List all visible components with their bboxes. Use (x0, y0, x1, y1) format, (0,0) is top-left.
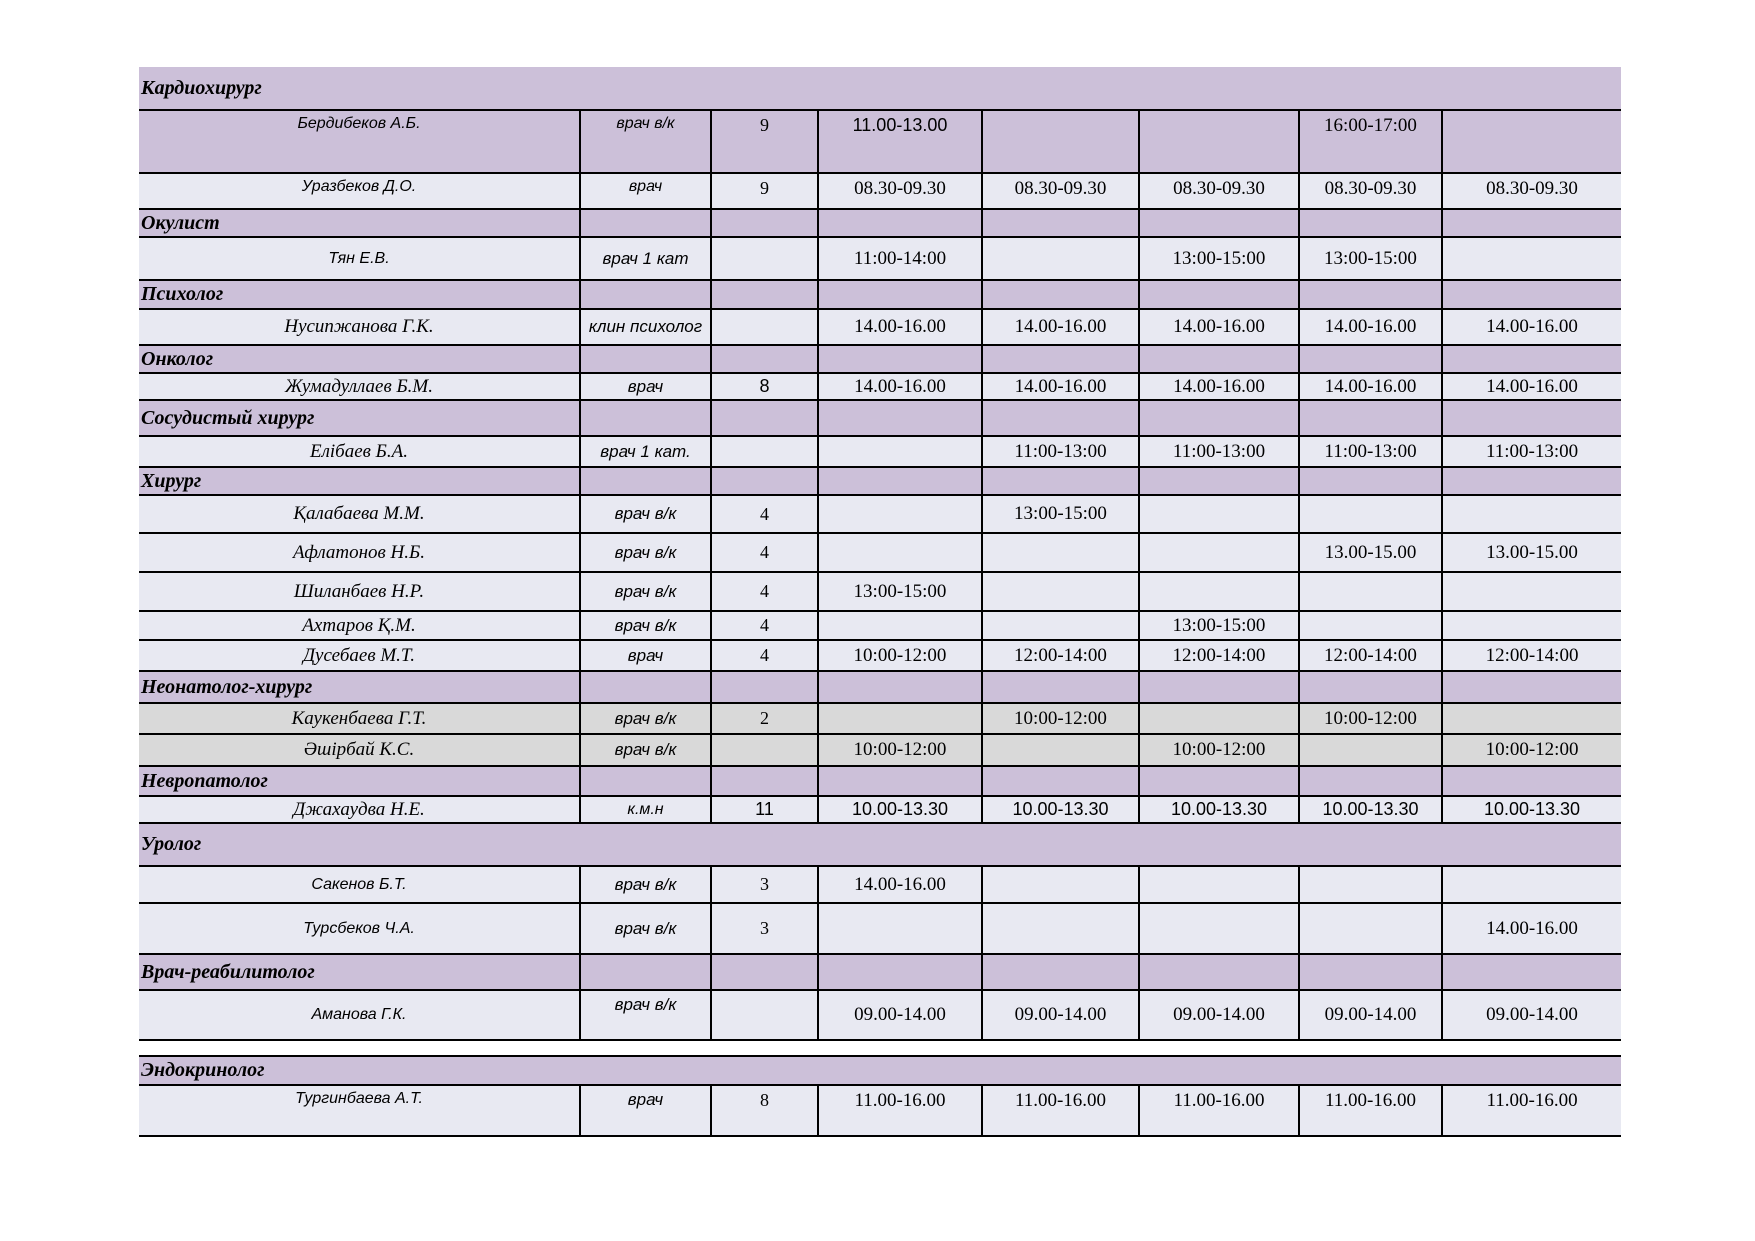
room-number: 4 (711, 572, 818, 611)
time-slot: 11.00-16.00 (1299, 1085, 1442, 1136)
room-number: 4 (711, 495, 818, 533)
doctor-position: к.м.н (580, 796, 711, 823)
time-slot (818, 703, 982, 734)
time-slot: 10:00-12:00 (1299, 703, 1442, 734)
time-slot: 11.00-16.00 (982, 1085, 1139, 1136)
time-slot: 09.00-14.00 (1139, 990, 1299, 1040)
time-slot: 14.00-16.00 (818, 309, 982, 345)
doctor-name: Тян Е.В. (139, 237, 580, 280)
section-title: Сосудистый хирург (139, 400, 580, 436)
time-slot (1139, 703, 1299, 734)
section-header-cardiosurgeon (139, 67, 1621, 110)
table-row (139, 373, 1621, 400)
doctor-name: Джахаудва Н.Е. (139, 796, 580, 823)
time-slot: 14.00-16.00 (1442, 903, 1621, 954)
time-slot: 13.00-15.00 (1299, 533, 1442, 572)
doctor-position: врач в/к (580, 703, 711, 734)
schedule-table (139, 67, 1621, 1137)
table-row (139, 990, 1621, 1040)
table-row (139, 173, 1621, 209)
doctor-position: врач в/к (580, 533, 711, 572)
time-slot (1442, 572, 1621, 611)
time-slot: 16:00-17:00 (1299, 110, 1442, 173)
time-slot (1299, 572, 1442, 611)
section-title: Невропатолог (139, 766, 580, 796)
table-row (139, 110, 1621, 173)
doctor-position: врач (580, 640, 711, 671)
doctor-position: врач в/к (580, 495, 711, 533)
time-slot: 14.00-16.00 (818, 373, 982, 400)
time-slot (818, 436, 982, 467)
time-slot (1299, 734, 1442, 766)
time-slot: 14.00-16.00 (982, 373, 1139, 400)
time-slot (1299, 611, 1442, 640)
time-slot (1139, 495, 1299, 533)
time-slot: 10:00-12:00 (982, 703, 1139, 734)
time-slot: 10:00-12:00 (818, 734, 982, 766)
section-header-vascular-surgeon (139, 400, 1621, 436)
doctor-position: врач в/к (580, 611, 711, 640)
time-slot (982, 110, 1139, 173)
section-header-oculist (139, 209, 1621, 237)
room-number (711, 309, 818, 345)
time-slot (818, 533, 982, 572)
time-slot: 09.00-14.00 (818, 990, 982, 1040)
time-slot (818, 495, 982, 533)
table-row (139, 533, 1621, 572)
time-slot (982, 533, 1139, 572)
doctor-position: врач 1 кат. (580, 436, 711, 467)
doctor-name: Шиланбаев Н.Р. (139, 572, 580, 611)
time-slot: 10.00-13.30 (1139, 796, 1299, 823)
time-slot: 13:00-15:00 (1139, 237, 1299, 280)
doctor-position: врач (580, 173, 711, 209)
doctor-name: Әшірбай К.С. (139, 734, 580, 766)
time-slot: 13:00-15:00 (1139, 611, 1299, 640)
doctor-name: Каукенбаева Г.Т. (139, 703, 580, 734)
section-header-rehabilitologist (139, 954, 1621, 990)
section-title: Психолог (139, 280, 580, 309)
time-slot: 14.00-16.00 (1442, 373, 1621, 400)
time-slot (1442, 237, 1621, 280)
time-slot: 13.00-15.00 (1442, 533, 1621, 572)
time-slot (1442, 495, 1621, 533)
room-number: 4 (711, 611, 818, 640)
table-row (139, 1085, 1621, 1136)
time-slot: 14.00-16.00 (818, 866, 982, 903)
section-title: Эндокринолог (139, 1056, 1621, 1085)
time-slot: 14.00-16.00 (1299, 373, 1442, 400)
time-slot (1139, 110, 1299, 173)
doctor-name: Елібаев Б.А. (139, 436, 580, 467)
section-header-urologist (139, 823, 1621, 866)
room-number (711, 734, 818, 766)
time-slot (982, 572, 1139, 611)
section-title: Врач-реабилитолог (139, 954, 580, 990)
room-number: 9 (711, 110, 818, 173)
section-header-oncologist (139, 345, 1621, 373)
time-slot (1139, 533, 1299, 572)
time-slot: 10:00-12:00 (1442, 734, 1621, 766)
time-slot (1139, 572, 1299, 611)
time-slot (982, 611, 1139, 640)
time-slot: 10.00-13.30 (1442, 796, 1621, 823)
time-slot: 08.30-09.30 (1299, 173, 1442, 209)
section-title: Уролог (139, 823, 1621, 866)
time-slot (1442, 866, 1621, 903)
room-number (711, 436, 818, 467)
time-slot: 11.00-13.00 (818, 110, 982, 173)
doctor-position: врач (580, 1085, 711, 1136)
time-slot: 11.00-16.00 (818, 1085, 982, 1136)
doctor-position: врач 1 кат (580, 237, 711, 280)
time-slot: 08.30-09.30 (1139, 173, 1299, 209)
doctor-position: врач в/к (580, 903, 711, 954)
room-number: 4 (711, 640, 818, 671)
time-slot (1139, 866, 1299, 903)
doctor-name: Ахтаров Қ.М. (139, 611, 580, 640)
time-slot: 13:00-15:00 (982, 495, 1139, 533)
section-title: Кардиохирург (139, 67, 1621, 110)
doctor-name: Бердибеков А.Б. (139, 110, 580, 173)
time-slot: 09.00-14.00 (1442, 990, 1621, 1040)
table-row (139, 796, 1621, 823)
section-title: Онколог (139, 345, 580, 373)
time-slot: 11.00-16.00 (1442, 1085, 1621, 1136)
time-slot: 14.00-16.00 (1299, 309, 1442, 345)
time-slot: 13:00-15:00 (818, 572, 982, 611)
room-number (711, 990, 818, 1040)
time-slot: 14.00-16.00 (1442, 309, 1621, 345)
section-header-neonatal-surgeon (139, 671, 1621, 703)
time-slot (1139, 903, 1299, 954)
time-slot (818, 903, 982, 954)
section-title: Хирург (139, 467, 580, 495)
time-slot (982, 903, 1139, 954)
table-row (139, 640, 1621, 671)
table-row (139, 572, 1621, 611)
table-row (139, 309, 1621, 345)
doctor-name: Қалабаева М.М. (139, 495, 580, 533)
time-slot: 11:00-13:00 (1299, 436, 1442, 467)
time-slot: 08.30-09.30 (1442, 173, 1621, 209)
doctor-name: Тургинбаева А.Т. (139, 1085, 580, 1136)
room-number (711, 237, 818, 280)
time-slot: 11:00-14:00 (818, 237, 982, 280)
time-slot: 14.00-16.00 (982, 309, 1139, 345)
time-slot: 10:00-12:00 (818, 640, 982, 671)
time-slot: 10.00-13.30 (1299, 796, 1442, 823)
table-row (139, 734, 1621, 766)
table-row (139, 495, 1621, 533)
section-header-surgeon (139, 467, 1621, 495)
time-slot (982, 866, 1139, 903)
doctor-position: врач (580, 373, 711, 400)
time-slot: 10.00-13.30 (982, 796, 1139, 823)
doctor-name: Турсбеков Ч.А. (139, 903, 580, 954)
doctor-position: врач в/к (580, 990, 711, 1040)
time-slot: 11:00-13:00 (1139, 436, 1299, 467)
time-slot (1442, 703, 1621, 734)
section-header-neurologist (139, 766, 1621, 796)
doctor-name: Сакенов Б.Т. (139, 866, 580, 903)
time-slot: 12:00-14:00 (1139, 640, 1299, 671)
doctor-name: Нусипжанова Г.К. (139, 309, 580, 345)
time-slot: 12:00-14:00 (1299, 640, 1442, 671)
table-row (139, 436, 1621, 467)
table-row (139, 903, 1621, 954)
room-number: 11 (711, 796, 818, 823)
table-row (139, 237, 1621, 280)
time-slot: 11.00-16.00 (1139, 1085, 1299, 1136)
time-slot: 12:00-14:00 (1442, 640, 1621, 671)
time-slot: 10.00-13.30 (818, 796, 982, 823)
room-number: 3 (711, 866, 818, 903)
time-slot: 08.30-09.30 (982, 173, 1139, 209)
room-number: 3 (711, 903, 818, 954)
doctor-name: Аманова Г.К. (139, 990, 580, 1040)
section-title: Окулист (139, 209, 580, 237)
doctor-position: клин психолог (580, 309, 711, 345)
time-slot (982, 734, 1139, 766)
room-number: 4 (711, 533, 818, 572)
table-row (139, 611, 1621, 640)
room-number: 2 (711, 703, 818, 734)
doctor-position: врач в/к (580, 734, 711, 766)
time-slot: 10:00-12:00 (1139, 734, 1299, 766)
time-slot (818, 611, 982, 640)
time-slot: 11:00-13:00 (982, 436, 1139, 467)
time-slot: 11:00-13:00 (1442, 436, 1621, 467)
time-slot: 09.00-14.00 (1299, 990, 1442, 1040)
table-row (139, 703, 1621, 734)
time-slot (1442, 611, 1621, 640)
time-slot (982, 237, 1139, 280)
time-slot: 09.00-14.00 (982, 990, 1139, 1040)
time-slot (1299, 495, 1442, 533)
room-number: 8 (711, 373, 818, 400)
room-number: 9 (711, 173, 818, 209)
room-number: 8 (711, 1085, 818, 1136)
doctor-position: врач в/к (580, 110, 711, 173)
doctor-position: врач в/к (580, 866, 711, 903)
doctor-name: Жумадуллаев Б.М. (139, 373, 580, 400)
time-slot: 12:00-14:00 (982, 640, 1139, 671)
section-header-endocrinologist (139, 1056, 1621, 1085)
section-header-psychologist (139, 280, 1621, 309)
table-row (139, 866, 1621, 903)
time-slot: 14.00-16.00 (1139, 309, 1299, 345)
section-title: Неонатолог-хирург (139, 671, 580, 703)
doctor-name: Уразбеков Д.О. (139, 173, 580, 209)
doctor-name: Афлатонов Н.Б. (139, 533, 580, 572)
time-slot (1299, 866, 1442, 903)
time-slot: 08.30-09.30 (818, 173, 982, 209)
time-slot: 13:00-15:00 (1299, 237, 1442, 280)
doctor-position: врач в/к (580, 572, 711, 611)
time-slot (1442, 110, 1621, 173)
time-slot (1299, 903, 1442, 954)
time-slot: 14.00-16.00 (1139, 373, 1299, 400)
doctor-name: Дусебаев М.Т. (139, 640, 580, 671)
spacer (139, 1040, 1621, 1056)
